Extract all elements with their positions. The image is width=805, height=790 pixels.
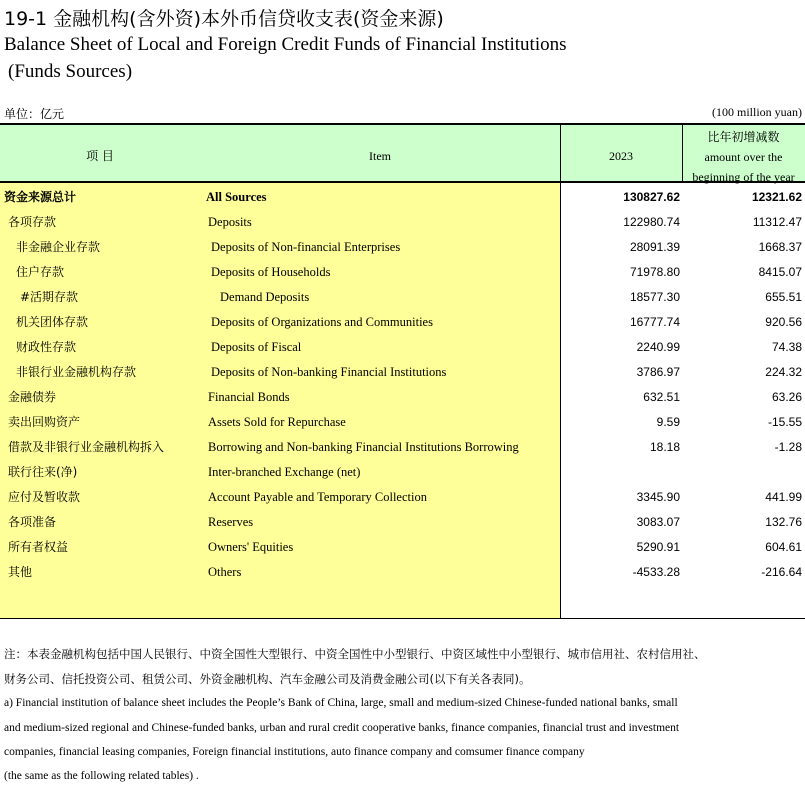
note-en-line-1: a) Financial institution of balance sheet includes the People’s Bank of China, large, small and medium-sized Chinese-funded national banks, small [4, 697, 678, 709]
table-row [0, 485, 805, 510]
unit-label-en: (100 million yuan) [712, 105, 802, 119]
table-row [0, 435, 805, 460]
value-increase: 604.61 [765, 540, 802, 554]
table-row [0, 310, 805, 335]
table-header [0, 123, 805, 183]
row-label-en: All Sources [206, 190, 267, 204]
value-2023: 3345.90 [636, 490, 680, 504]
row-label-cn: 资金来源总计 [4, 190, 77, 204]
header-increase-en-1: amount over the [704, 150, 783, 164]
row-label-en: Assets Sold for Repurchase [208, 415, 346, 429]
table-row [0, 360, 805, 385]
row-label-cn: 联行往来(净) [8, 465, 78, 479]
table-row [0, 235, 805, 260]
table-row [0, 335, 805, 360]
row-label-en: Financial Bonds [208, 390, 290, 404]
value-2023: 130827.62 [623, 190, 680, 204]
row-label-cn: 金融债券 [8, 390, 57, 404]
value-2023: 2240.99 [636, 340, 680, 354]
row-label-cn: 非金融企业存款 [16, 240, 101, 254]
row-label-en: Deposits of Households [211, 265, 331, 279]
table-row [0, 210, 805, 235]
value-increase: 11312.47 [752, 215, 802, 229]
row-label-cn: 其他 [8, 565, 33, 579]
table-row [0, 510, 805, 535]
table-row [0, 385, 805, 410]
note-cn-line-1: 注：本表金融机构包括中国人民银行、中资全国性大型银行、中资全国性中小型银行、中资区域性中小型银行、城市信用社、农村信用社、 [4, 647, 706, 661]
row-label-en: Deposits of Fiscal [211, 340, 302, 354]
note-cn-line-2: 财务公司、信托投资公司、租赁公司、外资金融机构、汽车金融公司及消费金融公司(以下有关各表同)。 [4, 672, 531, 686]
column-divider [682, 123, 683, 183]
value-2023: 71978.80 [629, 265, 680, 279]
row-label-cn: 借款及非银行业金融机构拆入 [8, 440, 165, 454]
row-label-en: Deposits of Organizations and Communities [211, 315, 433, 329]
row-label-cn: 机关团体存款 [16, 315, 89, 329]
row-label-cn: #活期存款 [20, 290, 79, 304]
unit-label-cn: 单位：亿元 [4, 107, 65, 121]
page-title-cn: 19-1 金融机构(含外资)本外币信贷收支表(资金来源) [4, 8, 444, 30]
row-label-en: Deposits of Non-banking Financial Institutions [211, 365, 447, 379]
value-2023: 16777.74 [629, 315, 680, 329]
row-label-en: Inter-branched Exchange (net) [208, 465, 361, 479]
row-label-en: Deposits [208, 215, 252, 229]
data-table [0, 123, 805, 619]
value-increase: 920.56 [765, 315, 802, 329]
header-increase-cn: 比年初增减数 [707, 130, 780, 144]
value-2023: 632.51 [643, 390, 680, 404]
row-label-en: Demand Deposits [220, 290, 310, 304]
header-item-cn: 项 目 [86, 149, 114, 163]
value-increase: 441.99 [765, 490, 802, 504]
value-increase: -15.55 [767, 415, 802, 429]
value-increase: 63.26 [771, 390, 802, 404]
page-subtitle-en: (Funds Sources) [8, 61, 133, 82]
row-label-cn: 所有者权益 [8, 540, 69, 554]
row-label-cn: 财政性存款 [16, 340, 77, 354]
value-2023: 3083.07 [636, 515, 680, 529]
value-increase: -216.64 [761, 565, 802, 579]
row-label-en: Borrowing and Non-banking Financial Institutions Borrowing [208, 440, 519, 454]
value-increase: 74.38 [771, 340, 802, 354]
row-label-en: Reserves [208, 515, 254, 529]
row-label-cn: 非银行业金融机构存款 [16, 365, 137, 379]
value-2023: 9.59 [656, 415, 680, 429]
value-2023: 28091.39 [629, 240, 680, 254]
row-label-cn: 卖出回购资产 [8, 415, 81, 429]
value-increase: 132.76 [765, 515, 802, 529]
value-increase: 655.51 [765, 290, 802, 304]
row-label-cn: 各项存款 [8, 215, 57, 229]
row-label-cn: 各项准备 [8, 515, 57, 529]
value-2023: 5290.91 [636, 540, 680, 554]
value-2023: -4533.28 [632, 565, 680, 579]
table-row [0, 535, 805, 560]
table-row [0, 460, 805, 485]
row-label-en: Owners' Equities [208, 540, 294, 554]
header-increase-en-2: beginning of the year [692, 170, 795, 184]
row-label-en: Account Payable and Temporary Collection [208, 490, 427, 504]
header-increase [682, 127, 805, 187]
row-label-cn: 住户存款 [16, 265, 65, 279]
value-increase: 8415.07 [758, 265, 802, 279]
value-2023: 18.18 [649, 440, 680, 454]
note-en-line-2: and medium-sized regional and Chinese-funded banks, urban and rural credit cooperative banks, finance companies, financial trust and investment [4, 722, 680, 734]
value-2023: 122980.74 [623, 215, 680, 229]
value-increase: -1.28 [774, 440, 802, 454]
header-year: 2023 [609, 149, 633, 163]
table-row [0, 410, 805, 435]
table-row [0, 285, 805, 310]
table-row [0, 260, 805, 285]
row-label-cn: 应付及暂收款 [8, 490, 81, 504]
value-increase: 224.32 [765, 365, 802, 379]
row-label-en: Others [208, 565, 242, 579]
note-en-line-4: (the same as the following related tables) . [4, 770, 199, 782]
value-increase: 1668.37 [758, 240, 802, 254]
row-label-en: Deposits of Non-financial Enterprises [211, 240, 401, 254]
note-en-line-3: companies, financial leasing companies, Foreign financial institutions, auto finance company and comsumer finance company [4, 746, 585, 758]
value-2023: 3786.97 [636, 365, 680, 379]
table-row [0, 560, 805, 585]
value-increase: 12321.62 [751, 190, 802, 204]
header-item-en: Item [369, 149, 391, 163]
table-row [0, 185, 805, 210]
page-title-en: Balance Sheet of Local and Foreign Credit Funds of Financial Institutions [4, 34, 567, 55]
value-2023: 18577.30 [629, 290, 680, 304]
table-bottom-rule [0, 618, 805, 619]
